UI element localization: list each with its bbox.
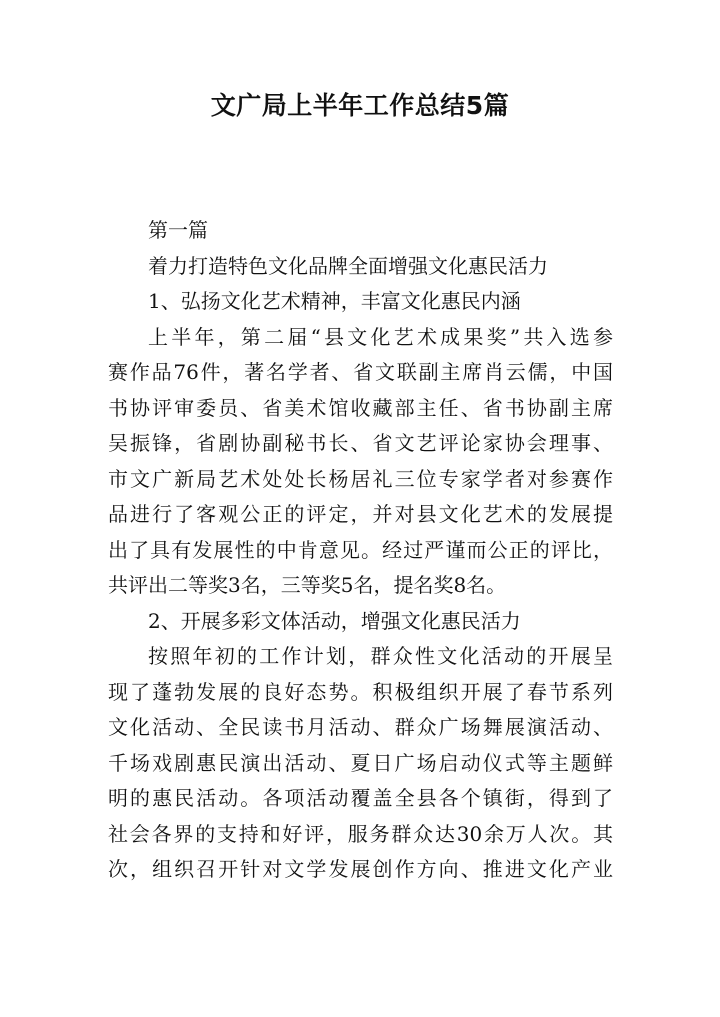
paragraph-line: 市文广新局艺术处处长杨居礼三位专家学者对参赛作 [108, 466, 613, 491]
subsection-heading-1: 1、弘扬文化艺术精神，丰富文化惠民内涵 [148, 289, 521, 313]
section-subtitle: 着力打造特色文化品牌全面增强文化惠民活力 [148, 253, 548, 278]
paragraph-line: 千场戏剧惠民演出活动、夏日广场启动仪式等主题鲜 [108, 750, 613, 775]
paragraph-line: 共评出二等奖3名，三等奖5名，提名奖8名。 [108, 573, 507, 597]
paragraph-line: 上半年，第二届“县文化艺术成果奖”共入选参 [148, 324, 613, 349]
section-heading: 第一篇 [148, 218, 208, 242]
paragraph-line: 按照年初的工作计划，群众性文化活动的开展呈 [148, 644, 613, 668]
paragraph-line: 次，组织召开针对文学发展创作方向、推进文化产业 [108, 857, 613, 881]
paragraph-line: 出了具有发展性的中肯意见。经过严谨而公正的评比， [108, 537, 613, 562]
document-title: 文广局上半年工作总结5篇 [210, 91, 510, 120]
paragraph-line: 品进行了客观公正的评定，并对县文化艺术的发展提 [108, 502, 613, 526]
paragraph-line: 赛作品76件，著名学者、省文联副主席肖云儒，中国 [108, 360, 613, 384]
document-body [108, 213, 613, 888]
paragraph-line: 吴振锋，省剧协副秘书长、省文艺评论家协会理事、 [108, 431, 613, 455]
paragraph-line: 书协评审委员、省美术馆收藏部主任、省书协副主席 [108, 395, 613, 420]
paragraph-line: 明的惠民活动。各项活动覆盖全县各个镇街，得到了 [108, 786, 613, 810]
paragraph-line: 社会各界的支持和好评，服务群众达30余万人次。其 [108, 821, 613, 846]
paragraph-line: 现了蓬勃发展的良好态势。积极组织开展了春节系列 [108, 679, 613, 704]
paragraph-line: 文化活动、全民读书月活动、群众广场舞展演活动、 [108, 715, 613, 739]
subsection-heading-2: 2、开展多彩文体活动，增强文化惠民活力 [148, 608, 521, 633]
